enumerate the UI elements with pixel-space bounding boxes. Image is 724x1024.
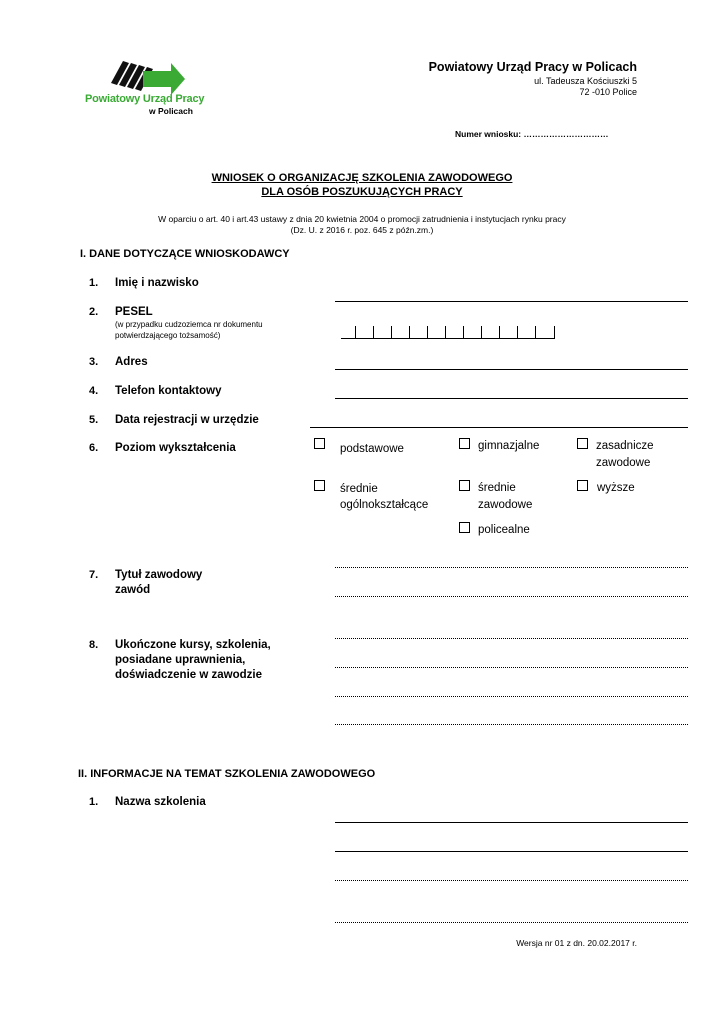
registration-date-input-line[interactable] (310, 427, 688, 428)
field-number: 5. (89, 414, 99, 426)
pesel-note-line1: (w przypadku cudzoziemca nr dokumentu (115, 320, 263, 329)
option-podstawowe: podstawowe (340, 443, 404, 455)
checkbox-srednie-zawodowe[interactable] (459, 480, 470, 491)
checkbox-zasadnicze-zawodowe[interactable] (577, 438, 588, 449)
logo-text-line2: w Policach (149, 106, 193, 116)
legal-basis-line2: (Dz. U. z 2016 r. poz. 645 z późn.zm.) (290, 225, 434, 235)
field-label-courses-line1: Ukończone kursy, szkolenia, (115, 639, 271, 651)
logo-graphic (107, 57, 207, 97)
checkbox-wyzsze[interactable] (577, 480, 588, 491)
courses-input-line-3[interactable] (335, 696, 688, 697)
training-name-line-4[interactable] (335, 922, 688, 923)
option-zasadnicze-line1: zasadnicze (596, 440, 654, 452)
field-label-education: Poziom wykształcenia (115, 442, 236, 454)
version-footer: Wersja nr 01 z dn. 20.02.2017 r. (516, 938, 637, 948)
training-name-line-2[interactable] (335, 851, 688, 852)
checkbox-gimnazjalne[interactable] (459, 438, 470, 449)
field-label-courses-line2: posiadane uprawnienia, (115, 654, 246, 666)
field-label-address: Adres (115, 356, 148, 368)
field-label-phone: Telefon kontaktowy (115, 385, 222, 397)
courses-input-line-1[interactable] (335, 638, 688, 639)
field-number: 7. (89, 569, 99, 581)
option-policealne: policealne (478, 524, 530, 536)
option-srednie-ogol-line1: średnie (340, 483, 378, 495)
field-number: 1. (89, 277, 99, 289)
field-label-courses-line3: doświadczenie w zawodzie (115, 669, 262, 681)
section-1-title: I. DANE DOTYCZĄCE WNIOSKODAWCY (80, 248, 290, 260)
pesel-input-boxes[interactable] (341, 326, 557, 340)
field-label-name: Imię i nazwisko (115, 277, 199, 289)
training-name-line-3[interactable] (335, 880, 688, 881)
office-address-street: ul. Tadeusza Kościuszki 5 (534, 76, 637, 86)
courses-input-line-4[interactable] (335, 724, 688, 725)
training-name-line-1[interactable] (335, 822, 688, 823)
phone-input-line[interactable] (335, 398, 688, 399)
field-label-registration-date: Data rejestracji w urzędzie (115, 414, 259, 426)
courses-input-line-2[interactable] (335, 667, 688, 668)
title-input-line-2[interactable] (335, 596, 688, 597)
checkbox-policealne[interactable] (459, 522, 470, 533)
field-number: 6. (89, 442, 99, 454)
checkbox-podstawowe[interactable] (314, 438, 325, 449)
field-label-pesel: PESEL (115, 306, 153, 318)
option-srednie-zaw-line2: zawodowe (478, 499, 533, 511)
option-srednie-ogol-line2: ogólnokształcące (340, 499, 429, 511)
field-number: 2. (89, 306, 99, 318)
field-label-title-line1: Tytuł zawodowy (115, 569, 203, 581)
address-input-line[interactable] (335, 369, 688, 370)
pesel-note-line2: potwierdzającego tożsamość) (115, 331, 221, 340)
field-number: 4. (89, 385, 99, 397)
section-2-title: II. INFORMACJE NA TEMAT SZKOLENIA ZAWODOWEGO (78, 768, 376, 780)
option-srednie-zaw-line1: średnie (478, 482, 516, 494)
form-title-line1: WNIOSEK O ORGANIZACJĘ SZKOLENIA ZAWODOWEGO (211, 172, 513, 184)
logo-text-line1: Powiatowy Urząd Pracy (85, 93, 205, 105)
form-title-line2: DLA OSÓB POSZUKUJĄCYCH PRACY (261, 186, 463, 198)
field-label-title-line2: zawód (115, 584, 151, 596)
field-number: 8. (89, 639, 99, 651)
option-wyzsze: wyższe (597, 482, 635, 494)
name-input-line[interactable] (335, 301, 688, 302)
request-number[interactable]: Numer wniosku: ………………………… (455, 129, 609, 139)
option-zasadnicze-line2: zawodowe (596, 457, 651, 469)
checkbox-srednie-ogolnoksztalcace[interactable] (314, 480, 325, 491)
office-name: Powiatowy Urząd Pracy w Policach (428, 60, 637, 74)
legal-basis-line1: W oparciu o art. 40 i art.43 ustawy z dnia 20 kwietnia 2004 o promocji zatrudnienia i instytucjach rynku pracy (158, 214, 566, 224)
title-input-line-1[interactable] (335, 567, 688, 568)
field-label-training-name: Nazwa szkolenia (115, 796, 206, 808)
office-address-city: 72 -010 Police (579, 87, 637, 97)
field-number: 3. (89, 356, 99, 368)
option-gimnazjalne: gimnazjalne (478, 440, 540, 452)
field-number: 1. (89, 796, 99, 808)
